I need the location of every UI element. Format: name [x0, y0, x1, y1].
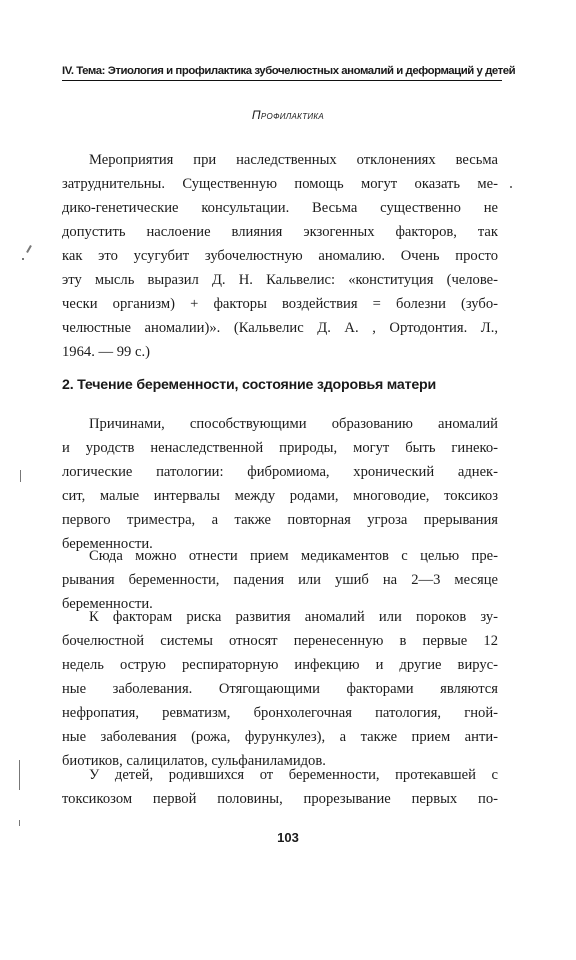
- scan-speck: [19, 760, 20, 790]
- text-line: Причинами, способствующими образованию аномалий: [89, 416, 498, 432]
- text-line: как это усугубит зубочелюстную аномалию. Очень просто: [62, 248, 498, 264]
- scan-speck: [20, 470, 21, 482]
- text-line: беременности.: [62, 596, 153, 612]
- text-line: Мероприятия при наследственных отклонениях весьма: [89, 152, 498, 168]
- scan-speck: [19, 820, 20, 826]
- paragraph-1: [62, 148, 498, 364]
- text-line: дико-генетические консультации. Весьма существенно не: [62, 200, 498, 216]
- text-line: 1964. — 99 с.): [62, 344, 150, 360]
- text-line: ные заболевания (рожа, фурункулез), а также прием анти-: [62, 729, 498, 745]
- paragraph-4: [62, 605, 498, 773]
- text-line: допустить наслоение влияния экзогенных факторов, так: [62, 224, 498, 240]
- paragraph-2: [62, 412, 498, 556]
- text-line: логические патологии: фибромиома, хронический аднек-: [62, 464, 498, 480]
- section-heading: 2. Течение беременности, состояние здоровья матери: [62, 377, 437, 393]
- text-line: ные заболевания. Отягощающими факторами являются: [62, 681, 498, 697]
- text-line: К факторам риска развития аномалий или пороков зу-: [89, 609, 498, 625]
- text-line: Сюда можно отнести прием медикаментов с целью пре-: [89, 548, 498, 564]
- text-line: первого триместра, а также повторная угроза прерывания: [62, 512, 498, 528]
- text-line: токсикозом первой половины, прорезывание первых по-: [62, 791, 498, 807]
- text-line: бочелюстной системы относят перенесенную в первые 12: [62, 633, 498, 649]
- section-label: Профилактика: [251, 108, 325, 122]
- text-line: беременности.: [62, 536, 153, 552]
- text-line: эту мысль выразил Д. Н. Кальвелис: «конституция (челове-: [62, 272, 498, 288]
- paragraph-5: [62, 763, 498, 811]
- scan-speck: [26, 245, 32, 253]
- scan-speck: [510, 186, 512, 188]
- text-line: биотиков, салицилатов, сульфаниламидов.: [62, 753, 326, 769]
- text-line: затруднительны. Существенную помощь могут оказать ме-: [62, 176, 498, 192]
- text-line: челюстные аномалии)». (Кальвелис Д. А. , Ортодонтия. Л.,: [62, 320, 498, 336]
- text-line: У детей, родившихся от беременности, протекавшей с: [89, 767, 498, 783]
- scan-speck: [22, 258, 24, 260]
- text-line: нефропатия, ревматизм, бронхолегочная патология, гной-: [62, 705, 498, 721]
- text-line: чески организм) + факторы воздействия = болезни (зубо-: [62, 296, 498, 312]
- text-line: недель острую респираторную инфекцию и другие вирус-: [62, 657, 498, 673]
- running-head: IV. Тема: Этиология и профилактика зубочелюстных аномалий и деформаций у детей: [62, 64, 502, 81]
- text-line: сит, малые интервалы между родами, многоводие, токсикоз: [62, 488, 498, 504]
- text-line: и уродств ненаследственной природы, могут быть гинеко-: [62, 440, 498, 456]
- page-number: 103: [277, 830, 299, 845]
- text-line: рывания беременности, падения или ушиб на 2—3 месяце: [62, 572, 498, 588]
